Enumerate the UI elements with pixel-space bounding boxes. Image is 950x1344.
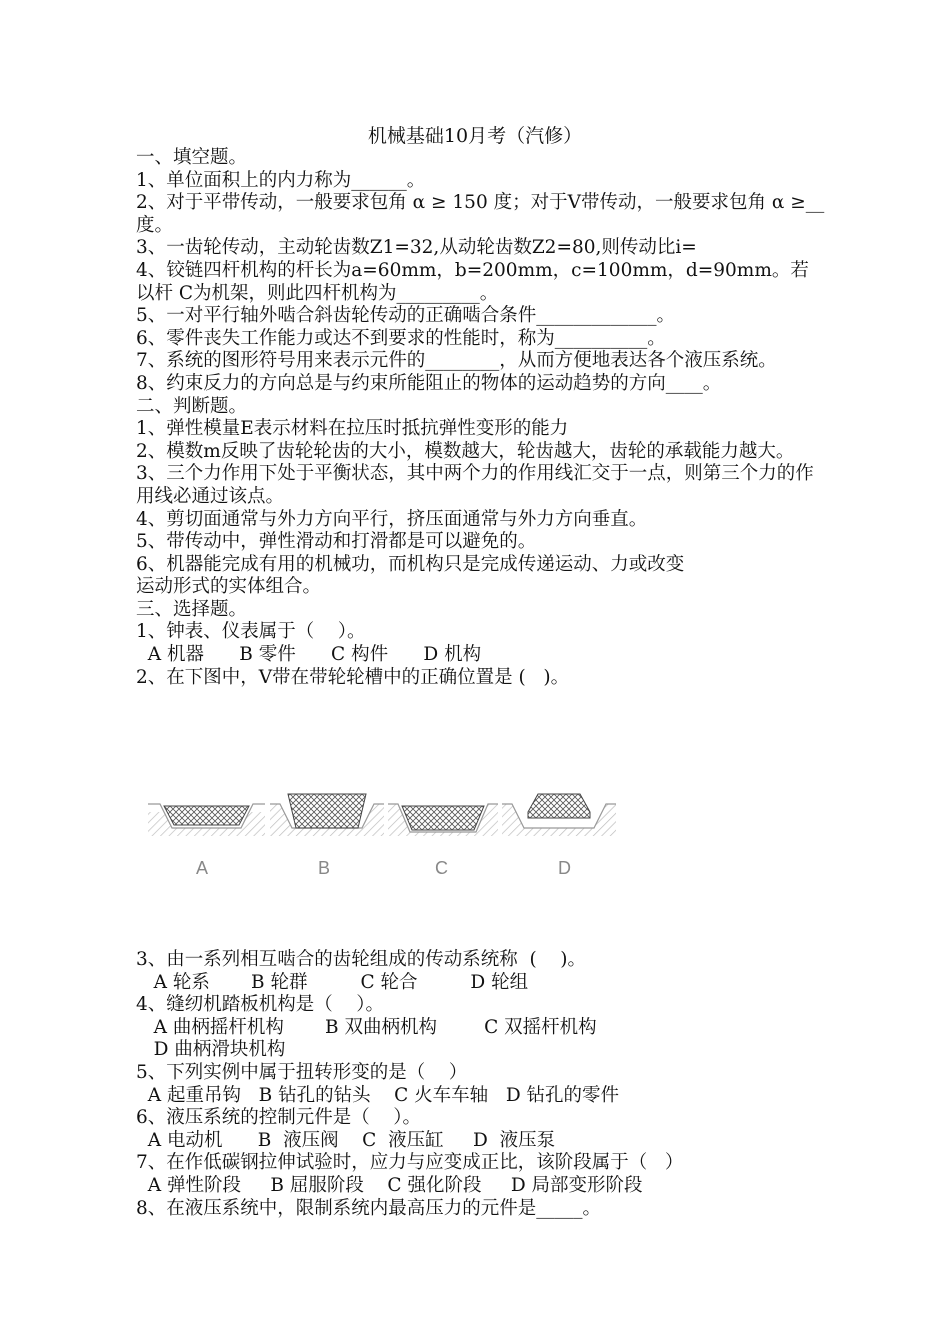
fill-item-8: 8、约束反力的方向总是与约束所能阻止的物体的运动趋势的方向____。 [136, 372, 722, 394]
fill-item-7: 7、系统的图形符号用来表示元件的________，从而方便地表达各个液压系统。 [136, 350, 777, 372]
v-belt-figure [140, 788, 620, 888]
fill-item-2: 2、对于平带传动，一般要求包角 α ≥ 150 度；对于V带传动，一般要求包角 α ≥__度。 [136, 192, 825, 236]
page-title: 机械基础10月考（汽修） [367, 125, 583, 147]
figure-label-a: A [196, 858, 209, 878]
choice-q5-options: A 起重吊钩 B 钻孔的钻头 C 火车车轴 D 钻孔的零件 [136, 1084, 620, 1106]
choice-q2: 2、在下图中，V带在带轮轮槽中的正确位置是 ( )。 [136, 666, 570, 688]
fill-item-6: 6、零件丧失工作能力或达不到要求的性能时，称为__________。 [136, 327, 666, 349]
groove-d [502, 794, 616, 878]
fill-item-4: 4、铰链四杆机构的杆长为a=60mm，b=200mm，c=100mm，d=90mm。若以杆 C为机架，则此四杆机构为_________。 [136, 259, 809, 304]
figure-label-b: B [318, 858, 331, 878]
choice-q4: 4、缝纫机踏板机构是（ ）。 [136, 994, 385, 1016]
choice-q6-options: A 电动机 B 液压阀 C 液压缸 D 液压泵 [136, 1129, 556, 1151]
judge-item-6: 6、机器能完成有用的机械功，而机构只是完成传递运动、力或改变 运动形式的实体组合。 [136, 553, 685, 598]
judge-item-2: 2、模数m反映了齿轮轮齿的大小，模数越大，轮齿越大，齿轮的承载能力越大。 [136, 440, 795, 462]
section-heading-fill: 一、填空题。 [136, 147, 248, 168]
fill-item-5: 5、一对平行轴外啮合斜齿轮传动的正确啮合条件_____________。 [136, 305, 676, 327]
groove-c [388, 804, 498, 878]
section-heading-judge: 二、判断题。 [136, 395, 248, 417]
fill-item-1: 1、单位面积上的内力称为______。 [136, 169, 426, 191]
groove-a [148, 804, 265, 878]
choice-q8: 8、在液压系统中，限制系统内最高压力的元件是_____。 [136, 1197, 602, 1219]
choice-q4-options-2: D 曲柄滑块机构 [136, 1039, 286, 1061]
figure-label-d: D [558, 858, 571, 878]
choice-q7-options: A 弹性阶段 B 屈服阶段 C 强化阶段 D 局部变形阶段 [136, 1174, 643, 1196]
choice-q5: 5、下列实例中属于扭转形变的是（ ） [136, 1061, 468, 1083]
choice-q3-options: A 轮系 B 轮群 C 轮合 D 轮组 [136, 971, 529, 993]
judge-item-3: 3、三个力作用下处于平衡状态，其中两个力的作用线汇交于一点，则第三个力的作用线必通过该点。 [136, 463, 814, 507]
choice-q7: 7、在作低碳钢拉伸试验时，应力与应变成正比，该阶段属于（ ） [136, 1152, 684, 1174]
sections-lower [136, 949, 826, 1220]
judge-item-5: 5、带传动中，弹性滑动和打滑都是可以避免的。 [136, 531, 537, 553]
choice-q4-options: A 曲柄摇杆机构 B 双曲柄机构 C 双摇杆机构 [136, 1016, 597, 1038]
choice-q3: 3、由一系列相互啮合的齿轮组成的传动系统称 ( )。 [136, 949, 586, 970]
choice-q1-options: A 机器 B 零件 C 构件 D 机构 [136, 644, 482, 666]
figure-label-c: C [435, 858, 448, 878]
sections-upper [136, 147, 826, 689]
section-heading-choice: 三、选择题。 [136, 598, 248, 620]
choice-q6: 6、液压系统的控制元件是（ ）。 [136, 1107, 422, 1129]
groove-b [270, 794, 384, 878]
choice-q1: 1、钟表、仪表属于（ ）。 [136, 621, 366, 643]
judge-item-1: 1、弹性模量E表示材料在拉压时抵抗弹性变形的能力 [136, 418, 569, 440]
judge-item-4: 4、剪切面通常与外力方向平行，挤压面通常与外力方向垂直。 [136, 508, 648, 530]
fill-item-3: 3、一齿轮传动，主动轮齿数Z1=32,从动轮齿数Z2=80,则传动比i= [136, 237, 697, 259]
